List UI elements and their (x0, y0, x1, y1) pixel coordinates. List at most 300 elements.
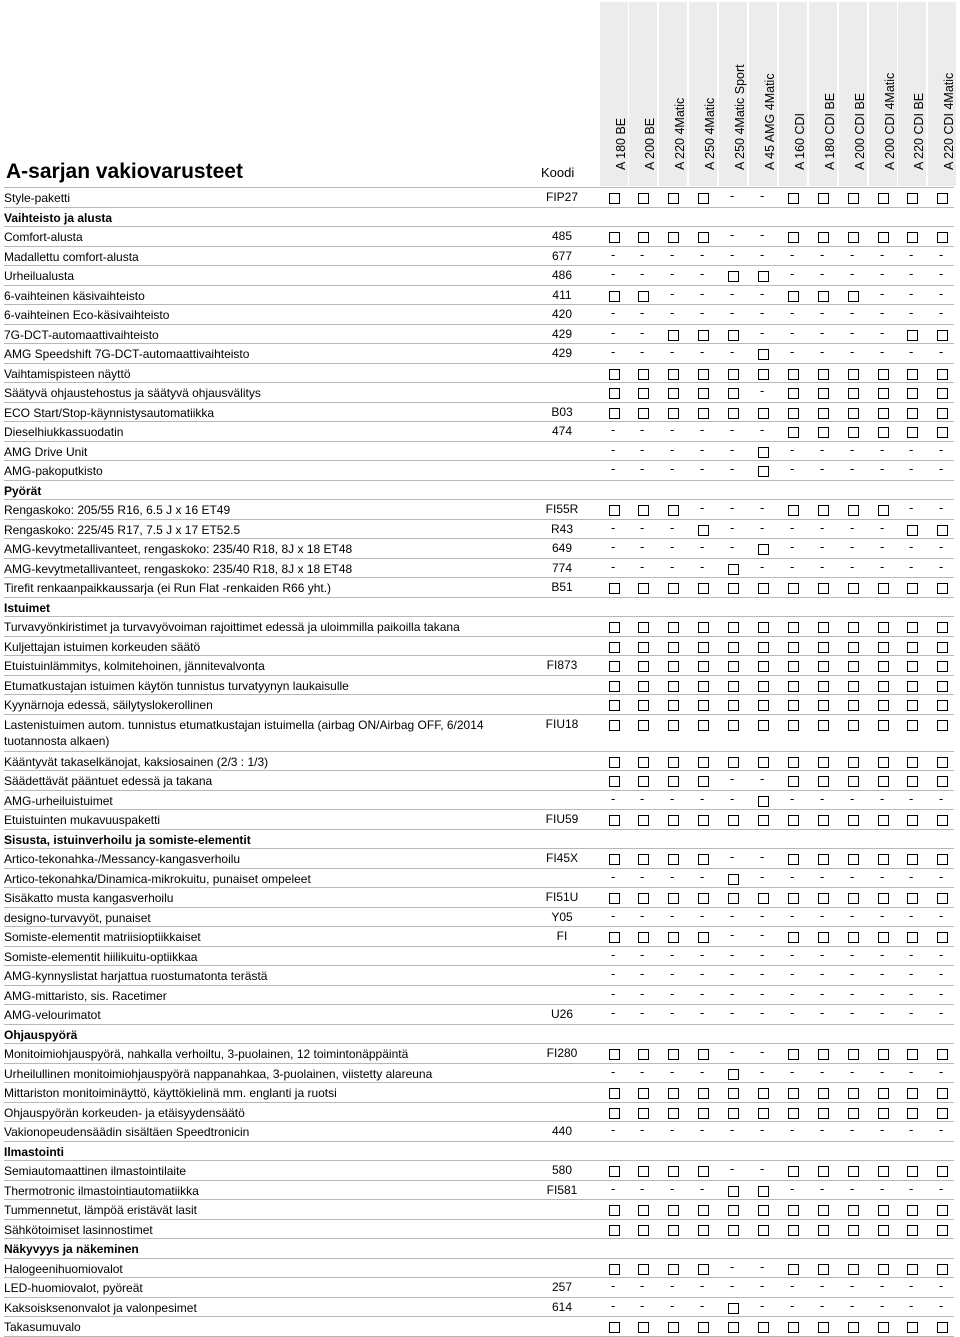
availability-cell (630, 636, 658, 656)
not-available-dash: - (640, 539, 645, 554)
availability-cell (750, 1277, 778, 1297)
not-available-dash: - (670, 285, 675, 301)
availability-cell (780, 1297, 808, 1317)
availability-cell (630, 363, 658, 383)
not-available-dash: - (790, 519, 795, 535)
not-available-dash: - (909, 907, 914, 923)
availability-cell (630, 460, 658, 480)
availability-cell (720, 285, 748, 305)
availability-cell (810, 946, 838, 966)
availability-cell (720, 809, 748, 829)
not-available-dash: - (760, 558, 765, 574)
availability-cell (810, 1160, 838, 1180)
not-available-dash: - (880, 946, 885, 962)
standard-checkbox-icon (698, 583, 709, 594)
not-available-dash: - (730, 1044, 735, 1059)
model-header (809, 2, 837, 186)
availability-cell (810, 226, 838, 246)
availability-cell (660, 1297, 688, 1317)
availability-cell (810, 1102, 838, 1122)
standard-checkbox-icon (818, 815, 829, 826)
not-available-dash: - (790, 266, 795, 281)
availability-cell (899, 558, 927, 578)
availability-cell (630, 499, 658, 519)
availability-cell (840, 848, 868, 868)
availability-cell (810, 519, 838, 539)
availability-cell (870, 770, 898, 790)
standard-checkbox-icon (848, 776, 859, 787)
standard-checkbox-icon (937, 1322, 948, 1333)
availability-cell (660, 616, 688, 636)
availability-cell (630, 1277, 658, 1297)
availability-cell (810, 285, 838, 305)
availability-cell (840, 946, 868, 966)
standard-checkbox-icon (728, 874, 739, 885)
availability-cell (780, 265, 808, 285)
feature-label: Tirefit renkaanpaikkaussarja (ei Run Flat -renkaiden R66 yht.) (4, 581, 332, 595)
availability-cell (750, 714, 778, 751)
standard-checkbox-icon (788, 427, 799, 438)
standard-checkbox-icon (907, 193, 918, 204)
feature-label: Etuistuinlämmitys, kolmitehoinen, jännitevalvonta (4, 659, 265, 673)
not-available-dash: - (611, 344, 616, 359)
not-available-dash: - (939, 305, 944, 320)
not-available-dash: - (700, 1180, 705, 1196)
not-available-dash: - (850, 946, 855, 962)
availability-cell (750, 675, 778, 695)
not-available-dash: - (880, 1180, 885, 1196)
standard-checkbox-icon (848, 193, 859, 204)
standard-checkbox-icon (638, 932, 649, 943)
table-row (4, 675, 954, 695)
availability-cell (690, 1258, 718, 1278)
availability-cell (929, 985, 957, 1005)
availability-cell (601, 285, 629, 305)
availability-cell (780, 226, 808, 246)
not-available-dash: - (850, 344, 855, 359)
availability-cell (780, 868, 808, 888)
availability-cell (870, 1199, 898, 1219)
availability-cell (750, 187, 778, 207)
feature-label: Somiste-elementit hiilikuitu-optiikkaa (4, 949, 198, 964)
not-available-dash: - (820, 324, 825, 340)
feature-label: AMG-mittaristo, sis. Racetimer (4, 988, 167, 1003)
standard-checkbox-icon (638, 642, 649, 653)
not-available-dash: - (730, 927, 735, 942)
standard-checkbox-icon (878, 642, 889, 653)
availability-cell (840, 363, 868, 383)
standard-checkbox-icon (937, 681, 948, 692)
not-available-dash: - (909, 1180, 914, 1196)
availability-cell (929, 926, 957, 946)
availability-cell (660, 1316, 688, 1336)
availability-cell (601, 946, 629, 966)
availability-cell (810, 382, 838, 402)
availability-cell (720, 887, 748, 907)
availability-cell (870, 907, 898, 927)
feature-label: AMG-kevytmetallivanteet, rengaskoko: 235/40 R18, 8J x 18 ET48 (4, 542, 353, 556)
availability-cell (720, 1277, 748, 1297)
not-available-dash: - (670, 558, 675, 574)
not-available-dash: - (611, 461, 616, 476)
availability-cell (929, 343, 957, 363)
not-available-dash: - (730, 907, 735, 923)
availability-cell (660, 887, 688, 907)
not-available-dash: - (730, 461, 735, 476)
availability-cell (840, 324, 868, 344)
availability-cell (601, 790, 629, 810)
table-row (4, 363, 954, 383)
standard-checkbox-icon (728, 564, 739, 575)
standard-checkbox-icon (878, 232, 889, 243)
not-available-dash: - (909, 946, 914, 962)
standard-checkbox-icon (638, 681, 649, 692)
availability-cell (690, 265, 718, 285)
availability-cell (660, 441, 688, 461)
feature-label: Sähkötoimiset lasinnostimet (4, 1222, 153, 1237)
standard-checkbox-icon (937, 1205, 948, 1216)
feature-label: AMG-velourimatot (4, 1008, 101, 1022)
not-available-dash: - (909, 1297, 914, 1313)
model-name: A 220 CDI 4Matic (942, 72, 956, 170)
not-available-dash: - (820, 539, 825, 554)
standard-checkbox-icon (638, 661, 649, 672)
standard-checkbox-icon (638, 1205, 649, 1216)
standard-checkbox-icon (818, 893, 829, 904)
availability-cell (690, 382, 718, 402)
table-row (4, 636, 954, 656)
feature-label: designo-turvavyöt, punaiset (4, 910, 151, 925)
standard-checkbox-icon (937, 427, 948, 438)
standard-checkbox-icon (698, 1205, 709, 1216)
standard-checkbox-icon (788, 1166, 799, 1177)
availability-cell (750, 343, 778, 363)
not-available-dash: - (820, 305, 825, 320)
availability-cell (690, 538, 718, 558)
not-available-dash: - (670, 344, 675, 359)
section-header (4, 829, 954, 849)
availability-cell (870, 1082, 898, 1102)
feature-label: Säädettävät pääntuet edessä ja takana (4, 774, 213, 788)
not-available-dash: - (939, 558, 944, 574)
not-available-dash: - (640, 422, 645, 437)
availability-cell (630, 402, 658, 422)
section-header (4, 1238, 954, 1258)
standard-checkbox-icon (937, 1264, 948, 1275)
availability-cell (899, 985, 927, 1005)
availability-cell (660, 382, 688, 402)
standard-checkbox-icon (937, 408, 948, 419)
standard-checkbox-icon (818, 757, 829, 768)
feature-label: Madallettu comfort-alusta (4, 249, 139, 264)
availability-cell (601, 809, 629, 829)
not-available-dash: - (880, 1278, 885, 1293)
availability-cell (690, 285, 718, 305)
availability-cell (630, 1316, 658, 1336)
standard-checkbox-icon (609, 408, 620, 419)
option-code: 580 (551, 1163, 573, 1177)
availability-cell (660, 246, 688, 266)
standard-checkbox-icon (728, 622, 739, 633)
availability-cell (929, 304, 957, 324)
not-available-dash: - (611, 558, 616, 574)
not-available-dash: - (670, 539, 675, 554)
availability-cell (690, 1316, 718, 1336)
availability-cell (840, 246, 868, 266)
standard-checkbox-icon (609, 720, 620, 731)
standard-checkbox-icon (818, 1049, 829, 1060)
not-available-dash: - (670, 868, 675, 884)
availability-cell (899, 382, 927, 402)
availability-cell (750, 965, 778, 985)
availability-cell (840, 538, 868, 558)
not-available-dash: - (611, 441, 616, 457)
availability-cell (810, 1121, 838, 1141)
standard-checkbox-icon (638, 700, 649, 711)
standard-checkbox-icon (878, 1225, 889, 1236)
availability-cell (780, 1277, 808, 1297)
standard-checkbox-icon (937, 815, 948, 826)
standard-checkbox-icon (638, 622, 649, 633)
availability-cell (720, 1258, 748, 1278)
availability-cell (601, 265, 629, 285)
availability-cell (690, 324, 718, 344)
standard-checkbox-icon (907, 1205, 918, 1216)
availability-cell (840, 441, 868, 461)
not-available-dash: - (939, 500, 944, 515)
availability-cell (630, 1258, 658, 1278)
not-available-dash: - (611, 1278, 616, 1293)
feature-label: AMG-urheiluistuimet (4, 793, 113, 808)
table-row (4, 848, 954, 868)
availability-cell (780, 1043, 808, 1063)
availability-cell (630, 382, 658, 402)
availability-cell (750, 770, 778, 790)
availability-cell (750, 538, 778, 558)
not-available-dash: - (790, 1063, 795, 1079)
standard-checkbox-icon (758, 408, 769, 419)
not-available-dash: - (760, 868, 765, 884)
availability-cell (840, 1121, 868, 1141)
standard-checkbox-icon (878, 369, 889, 380)
not-available-dash: - (939, 966, 944, 981)
standard-checkbox-icon (788, 757, 799, 768)
availability-cell (780, 519, 808, 539)
not-available-dash: - (880, 907, 885, 923)
table-row (4, 246, 954, 266)
availability-cell (780, 751, 808, 771)
not-available-dash: - (880, 344, 885, 359)
availability-cell (690, 304, 718, 324)
availability-cell (750, 1082, 778, 1102)
availability-cell (899, 285, 927, 305)
availability-cell (750, 751, 778, 771)
table-row (4, 460, 954, 480)
availability-cell (660, 285, 688, 305)
not-available-dash: - (790, 558, 795, 574)
availability-cell (630, 1199, 658, 1219)
standard-checkbox-icon (878, 622, 889, 633)
availability-cell (690, 1102, 718, 1122)
availability-cell (899, 499, 927, 519)
not-available-dash: - (730, 849, 735, 864)
not-available-dash: - (880, 266, 885, 281)
standard-checkbox-icon (728, 1186, 739, 1197)
standard-checkbox-icon (638, 1322, 649, 1333)
table-row (4, 402, 954, 422)
section-title: Vaihteisto ja alusta (4, 210, 113, 225)
availability-cell (810, 421, 838, 441)
standard-checkbox-icon (728, 1322, 739, 1333)
feature-label: 6-vaihteinen Eco-käsivaihteisto (4, 308, 170, 322)
not-available-dash: - (730, 188, 735, 203)
availability-cell (690, 363, 718, 383)
not-available-dash: - (820, 1005, 825, 1020)
availability-cell (601, 675, 629, 695)
not-available-dash: - (640, 558, 645, 574)
not-available-dash: - (939, 868, 944, 884)
feature-label: 6-vaihteinen käsivaihteisto (4, 288, 145, 303)
availability-cell (601, 985, 629, 1005)
availability-cell (690, 1277, 718, 1297)
standard-checkbox-icon (818, 1166, 829, 1177)
option-code: 411 (552, 287, 572, 302)
standard-checkbox-icon (638, 776, 649, 787)
not-available-dash: - (700, 1063, 705, 1079)
standard-checkbox-icon (848, 1225, 859, 1236)
not-available-dash: - (880, 461, 885, 476)
standard-checkbox-icon (848, 757, 859, 768)
model-header (928, 2, 956, 186)
availability-cell (660, 694, 688, 714)
standard-checkbox-icon (878, 776, 889, 787)
not-available-dash: - (730, 790, 735, 806)
availability-cell (660, 499, 688, 519)
standard-checkbox-icon (818, 427, 829, 438)
availability-cell (840, 1297, 868, 1317)
standard-checkbox-icon (937, 642, 948, 653)
standard-checkbox-icon (728, 893, 739, 904)
option-code: 429 (551, 346, 573, 360)
standard-checkbox-icon (848, 388, 859, 399)
model-name: A 45 AMG 4Matic (763, 73, 777, 170)
not-available-dash: - (611, 1005, 616, 1020)
availability-cell (660, 1121, 688, 1141)
availability-cell (810, 499, 838, 519)
standard-checkbox-icon (937, 193, 948, 204)
availability-cell (870, 1277, 898, 1297)
availability-cell (899, 246, 927, 266)
not-available-dash: - (640, 1063, 645, 1079)
availability-cell (870, 946, 898, 966)
availability-cell (630, 848, 658, 868)
availability-cell (630, 1082, 658, 1102)
availability-cell (899, 1043, 927, 1063)
section-title: Näkyvyys ja näkeminen (4, 1242, 139, 1256)
availability-cell (601, 848, 629, 868)
table-row (4, 1219, 954, 1239)
availability-cell (899, 441, 927, 461)
option-code: 486 (551, 268, 573, 282)
standard-checkbox-icon (698, 642, 709, 653)
standard-checkbox-icon (728, 815, 739, 826)
option-code: 474 (551, 424, 573, 438)
standard-checkbox-icon (878, 427, 889, 438)
standard-checkbox-icon (878, 505, 889, 516)
standard-checkbox-icon (609, 505, 620, 516)
standard-checkbox-icon (668, 1322, 679, 1333)
not-available-dash: - (760, 927, 765, 942)
availability-cell (929, 636, 957, 656)
not-available-dash: - (611, 305, 616, 320)
standard-checkbox-icon (758, 796, 769, 807)
not-available-dash: - (700, 305, 705, 320)
availability-cell (720, 636, 748, 656)
availability-cell (840, 675, 868, 695)
not-available-dash: - (850, 1297, 855, 1313)
table-row (4, 1316, 954, 1336)
availability-cell (690, 694, 718, 714)
not-available-dash: - (790, 790, 795, 806)
availability-cell (750, 1297, 778, 1317)
standard-checkbox-icon (609, 232, 620, 243)
availability-cell (929, 965, 957, 985)
standard-checkbox-icon (609, 1049, 620, 1060)
standard-checkbox-icon (788, 291, 799, 302)
standard-checkbox-icon (668, 1108, 679, 1119)
availability-cell (690, 1160, 718, 1180)
standard-checkbox-icon (668, 330, 679, 341)
availability-cell (601, 1121, 629, 1141)
standard-checkbox-icon (878, 388, 889, 399)
standard-checkbox-icon (788, 505, 799, 516)
availability-cell (630, 1063, 658, 1083)
feature-label: AMG-kynnyslistat harjattua ruostumatonta terästä (4, 969, 268, 983)
model-name: A 160 CDI (793, 113, 807, 170)
not-available-dash: - (820, 441, 825, 457)
standard-checkbox-icon (698, 1322, 709, 1333)
standard-checkbox-icon (788, 661, 799, 672)
not-available-dash: - (939, 790, 944, 806)
table-row (4, 946, 954, 966)
table-row (4, 1004, 954, 1024)
availability-cell (929, 519, 957, 539)
standard-checkbox-icon (758, 447, 769, 458)
availability-cell (750, 246, 778, 266)
availability-cell (929, 499, 957, 519)
standard-checkbox-icon (638, 854, 649, 865)
availability-cell (870, 441, 898, 461)
standard-checkbox-icon (638, 1088, 649, 1099)
availability-cell (720, 965, 748, 985)
availability-cell (690, 1199, 718, 1219)
standard-checkbox-icon (907, 893, 918, 904)
availability-cell (690, 1082, 718, 1102)
not-available-dash: - (820, 868, 825, 884)
not-available-dash: - (880, 1122, 885, 1137)
standard-checkbox-icon (728, 1205, 739, 1216)
availability-cell (899, 887, 927, 907)
availability-cell (929, 809, 957, 829)
standard-checkbox-icon (907, 1322, 918, 1333)
not-available-dash: - (880, 868, 885, 884)
standard-checkbox-icon (907, 700, 918, 711)
standard-checkbox-icon (638, 1166, 649, 1177)
availability-cell (929, 246, 957, 266)
availability-cell (690, 751, 718, 771)
standard-checkbox-icon (638, 1264, 649, 1275)
model-name: A 200 CDI 4Matic (883, 72, 897, 170)
